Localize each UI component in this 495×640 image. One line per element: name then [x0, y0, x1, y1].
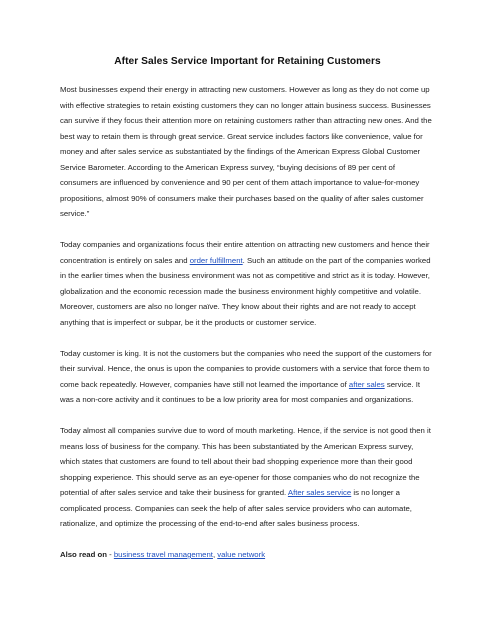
paragraph-2-text-after: . Such an attitude on the part of the companies worked in the earlier times when the business environment was not as competitive and strict as it is today. However, globalization and the economic recession made the business environment highly competitive and volatile. Moreover, customers are also no longer naïve. They know about their rights and are not ready to accept anything that is imperfect or subpar, be it the products or customer service.: [60, 255, 431, 327]
also-read-label: Also read on: [60, 550, 107, 559]
value-network-link[interactable]: value network: [217, 550, 266, 559]
paragraph-2-text-before: Today companies and organizations focus their entire attention on attracting new customers and hence their concentration is entirely on sales and: [60, 240, 430, 265]
also-read-line: [60, 547, 435, 563]
document-title: After Sales Service Important for Retaining Customers: [114, 56, 381, 67]
paragraph-1: [60, 82, 435, 222]
order-fulfillment-link[interactable]: order fulfillment: [189, 255, 243, 265]
after-sales-service-link[interactable]: After sales service: [287, 488, 352, 497]
paragraph-4: [60, 423, 435, 532]
paragraph-3: [60, 346, 435, 408]
after-sales-link[interactable]: after sales: [348, 379, 385, 389]
paragraph-3-text-after: service. It was a non-core activity and it continues to be a low priority area for most companies and organizations.: [60, 379, 421, 404]
paragraph-3-text-before: Today customer is king. It is not the customers but the companies who need the support of the customers for their survival. Hence, the onus is upon the companies to provide customers with a service that force them to come back repeatedly. However, companies have still not learned the importance of: [60, 348, 432, 389]
business-travel-management-link[interactable]: business travel management: [113, 550, 213, 559]
paragraph-1-text: Most businesses expend their energy in attracting new customers. However as long as they do not come up with effective strategies to retain existing customers they can no longer attain business success. Businesses can survive if they focus their attention more on retaining customers rather than attracting new ones. And the best way to retain them is through great service. Great service includes factors like convenience, value for money and after sales service as substantiated by the findings of the American Express Global Customer Service Barometer. According to the American Express survey, “buying decisions of 89 per cent of consumers are influenced by convenience and 90 per cent of them attach importance to value-for-money propositions, almost 90% of consumers make their purchases based on the quality of after sales customer service.”: [60, 85, 432, 218]
paragraph-4-text-after: is no longer a complicated process. Companies can seek the help of after sales service providers who can automate, rationalize, and optimize the processing of the end-to-end after sales business process.: [60, 488, 412, 528]
also-read-separator: -: [106, 550, 114, 559]
also-read-comma: ,: [212, 550, 218, 559]
paragraph-4-text-before: Today almost all companies survive due to word of mouth marketing. Hence, if the service is not good then it means loss of business for the company. This has been substantiated by the American Express survey, which states that customers are found to tell about their bad shopping experience more than their good shopping experience. This should serve as an eye-opener for those companies who do not recognize the potential of after sales service and take their business for granted.: [60, 426, 431, 497]
paragraph-2: [60, 237, 435, 330]
